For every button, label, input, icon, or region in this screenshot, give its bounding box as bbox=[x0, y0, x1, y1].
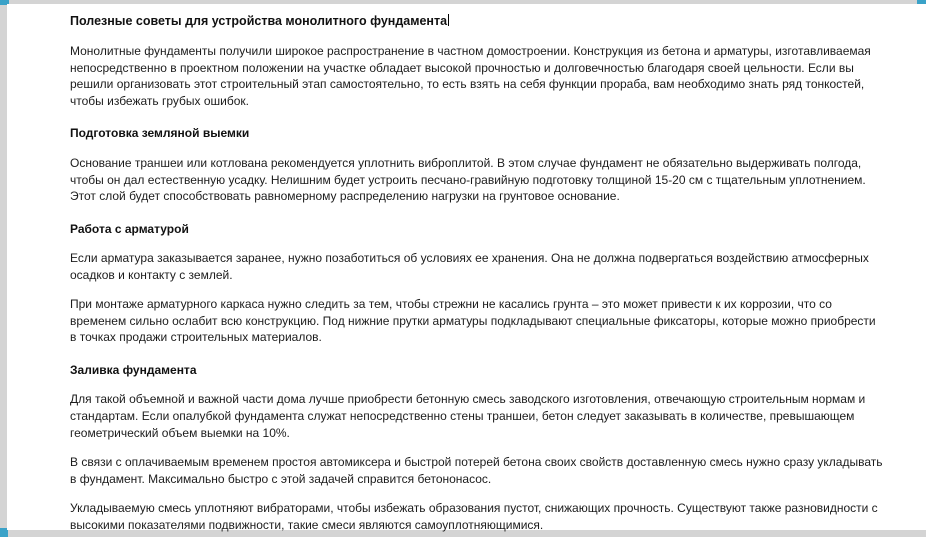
document-title bbox=[70, 13, 884, 30]
document-page[interactable] bbox=[7, 4, 926, 530]
paragraph: При монтаже арматурного каркаса нужно следить за тем, чтобы стрежни не касались грунта – это может привести к их коррозии, что со временем сильно ослабит всю конструкцию. Под нижние прутки арматуры подкладывают специальные фиксаторы, которые можно приобрести в точках продажи строительных материалов. bbox=[70, 297, 876, 345]
paragraph: Основание траншеи или котлована рекомендуется уплотнить виброплитой. В этом случае фундамент не обязательно выдерживать полгода, чтобы он дал естественную усадку. Нелишним будет устроить песчано-гравийную подготовку толщиной 15-20 см с тщательным уплотнением. Этот слой будет способствовать равномерному распределению нагрузки на грунтовое основание. bbox=[70, 155, 866, 204]
paragraph: Укладываемую смесь уплотняют вибраторами, чтобы избежать образования пустот, снижающих прочность. Существуют также разновидности с высокими показателями подвижности, такие смеси являются самоуплотняющимися. bbox=[70, 501, 878, 532]
section-heading: Работа с арматурой bbox=[70, 221, 189, 236]
paragraph: Для такой объемной и важной части дома лучше приобрести бетонную смесь заводского изготовления, отвечающую строительным нормам и стандартам. Если опалубкой фундамента служат непосредственно стены траншеи, бетон следует заказывать в количестве, превышающем геометрический объем выемки на 10%. bbox=[70, 392, 866, 440]
document-title-text: Полезные советы для устройства монолитного фундамента bbox=[70, 14, 448, 28]
window-frame-left bbox=[0, 0, 7, 537]
document-content bbox=[7, 4, 926, 533]
section-heading: Заливка фундамента bbox=[70, 362, 197, 377]
text-cursor-caret bbox=[448, 14, 449, 26]
paragraph: Если арматура заказывается заранее, нужно позаботиться об условиях ее хранения. Она не должна подвергаться воздействию атмосферных осадков и контакту с землей. bbox=[70, 251, 869, 282]
section-heading: Подготовка земляной выемки bbox=[70, 126, 250, 141]
paragraph: В связи с оплачиваемым временем простоя автомиксера и быстрой потерей бетона своих свойств доставленную смесь нужно сразу укладывать в фундамент. Максимально быстро с этой задачей справится бетононасос. bbox=[70, 455, 883, 486]
paragraph: Монолитные фундаменты получили широкое распространение в частном домостроении. Конструкция из бетона и арматуры, изготавливаемая непосредственно в проектном положении на участке обладает высокой прочностью и долговечностью благодаря своей цельности. Если вы решили организовать этот строительный этап самостоятельно, то есть взять на себя функции прораба, вам необходимо знать ряд тонкостей, чтобы избежать грубых ошибок. bbox=[70, 44, 871, 108]
